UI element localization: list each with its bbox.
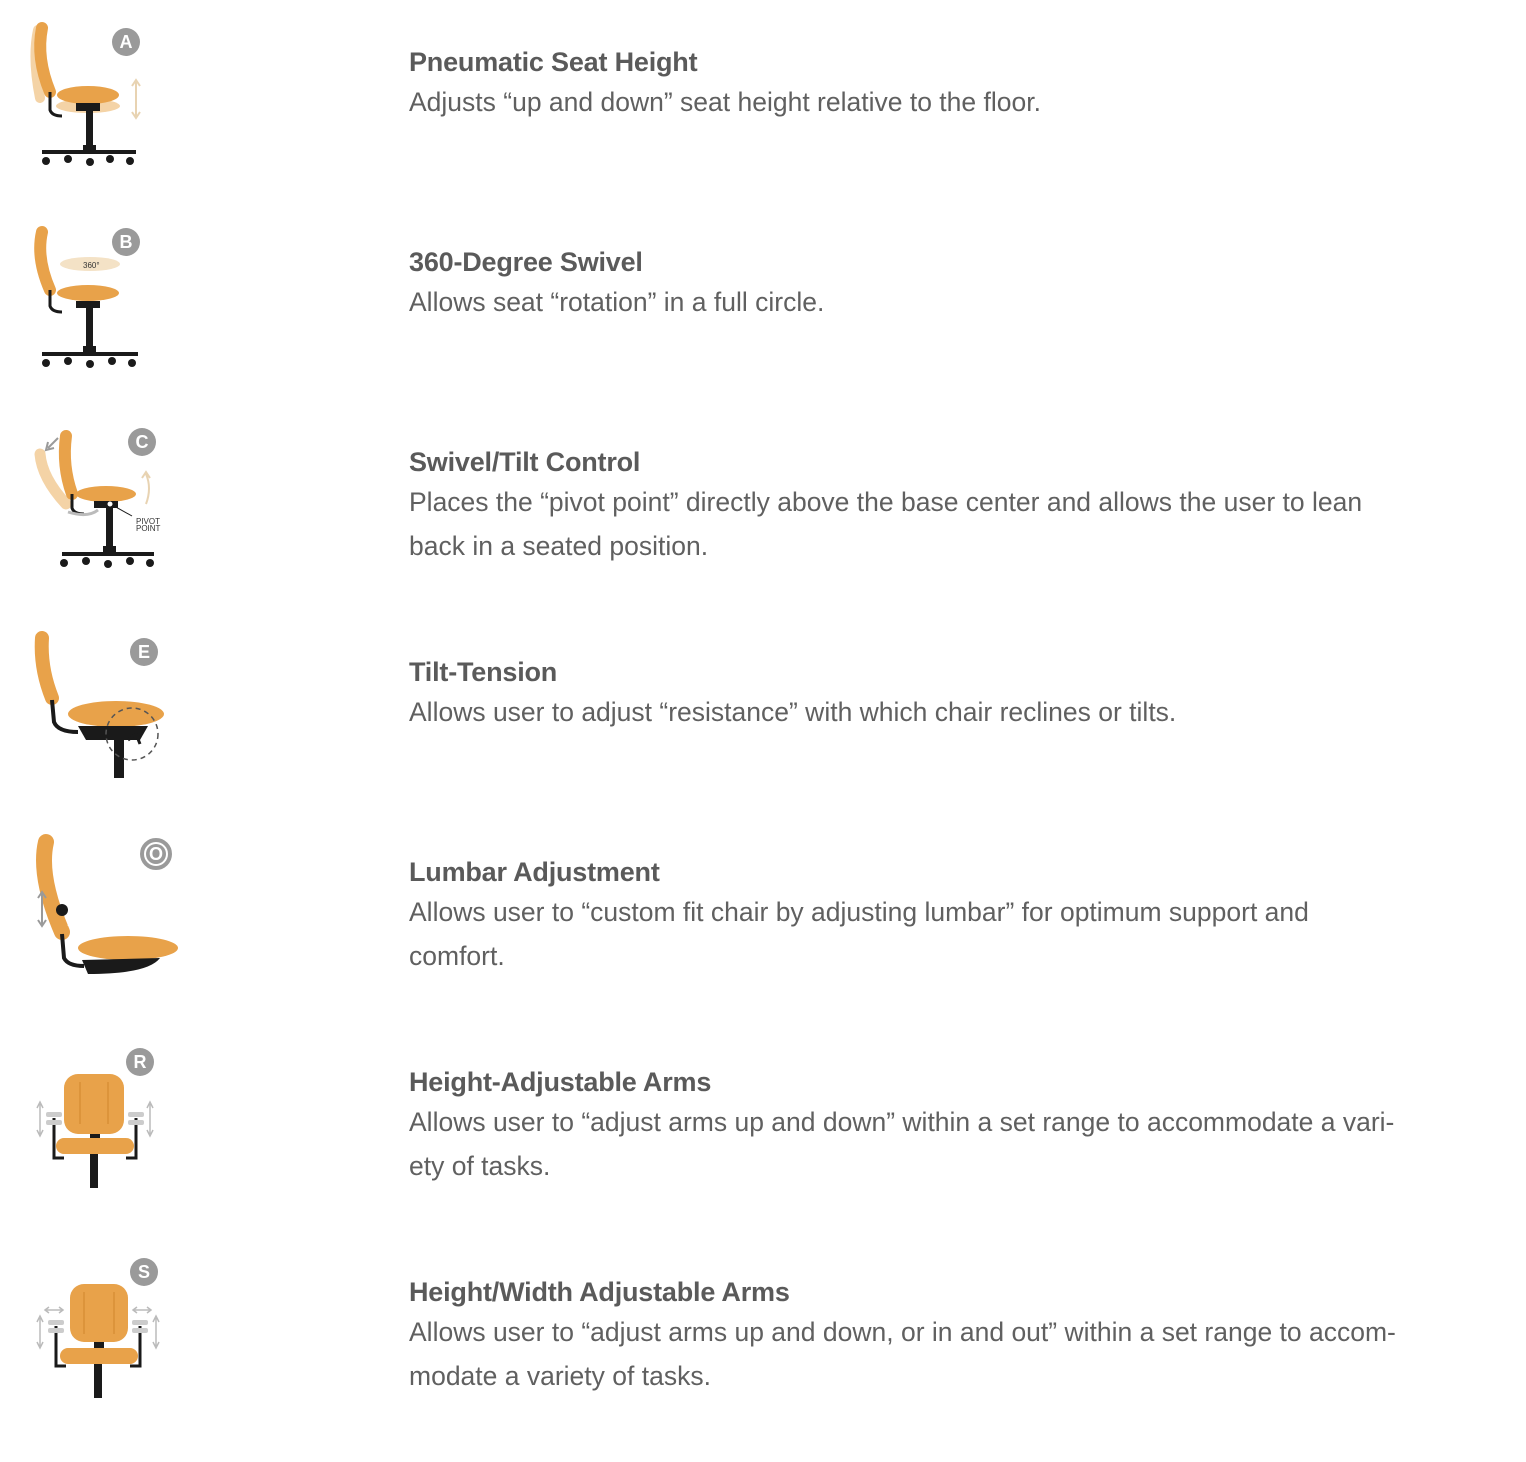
feature-title: 360-Degree Swivel: [409, 247, 643, 277]
pivot-label-2: POINT: [136, 524, 161, 533]
feature-title: Height-Adjustable Arms: [409, 1067, 712, 1097]
chair-seat-height-icon: [28, 18, 188, 183]
feature-title: Pneumatic Seat Height: [409, 47, 698, 77]
feature-description-line-1: Places the “pivot point” directly above the base center and allows the user to lean: [409, 487, 1363, 517]
feature-description-line-1: Allows user to “adjust arms up and down, or in and out” within a set range to accom-: [409, 1317, 1396, 1347]
feature-title: Height/Width Adjustable Arms: [409, 1277, 790, 1307]
feature-description-line-1: Allows user to “custom fit chair by adjusting lumbar” for optimum support and: [409, 897, 1309, 927]
badge-letter: R: [133, 1052, 147, 1072]
feature-description-line-1: Allows user to “adjust arms up and down” within a set range to accommodate a vari-: [409, 1107, 1395, 1137]
feature-title: Lumbar Adjustment: [409, 857, 660, 887]
swivel-degree-label: 360°: [83, 261, 100, 270]
pivot-label-1: PIVOT: [136, 517, 161, 526]
chair-height-arms-icon: [28, 1038, 188, 1203]
chair-swivel-icon: [28, 218, 188, 383]
chair-tilt-icon: [28, 418, 188, 583]
feature-description-line-2: back in a seated position.: [409, 531, 709, 561]
badge-letter: C: [135, 432, 149, 452]
feature-description-line-2: modate a variety of tasks.: [409, 1361, 711, 1391]
badge-letter: O: [148, 844, 164, 864]
chair-width-arms-icon: [28, 1248, 188, 1413]
badge-letter: B: [119, 232, 133, 252]
feature-title: Swivel/Tilt Control: [409, 447, 641, 477]
feature-description: Allows user to adjust “resistance” with which chair reclines or tilts.: [409, 697, 1177, 727]
chair-tilt-tension-icon: [28, 628, 188, 793]
feature-description-line-2: ety of tasks.: [409, 1151, 551, 1181]
feature-description: Adjusts “up and down” seat height relative to the floor.: [409, 87, 1041, 117]
badge-letter: A: [119, 32, 133, 52]
feature-description-line-2: comfort.: [409, 941, 505, 971]
badge-letter: S: [137, 1262, 151, 1282]
chair-lumbar-icon: [28, 828, 188, 993]
feature-description: Allows seat “rotation” in a full circle.: [409, 287, 825, 317]
badge-letter: E: [137, 642, 151, 662]
feature-title: Tilt-Tension: [409, 657, 558, 687]
